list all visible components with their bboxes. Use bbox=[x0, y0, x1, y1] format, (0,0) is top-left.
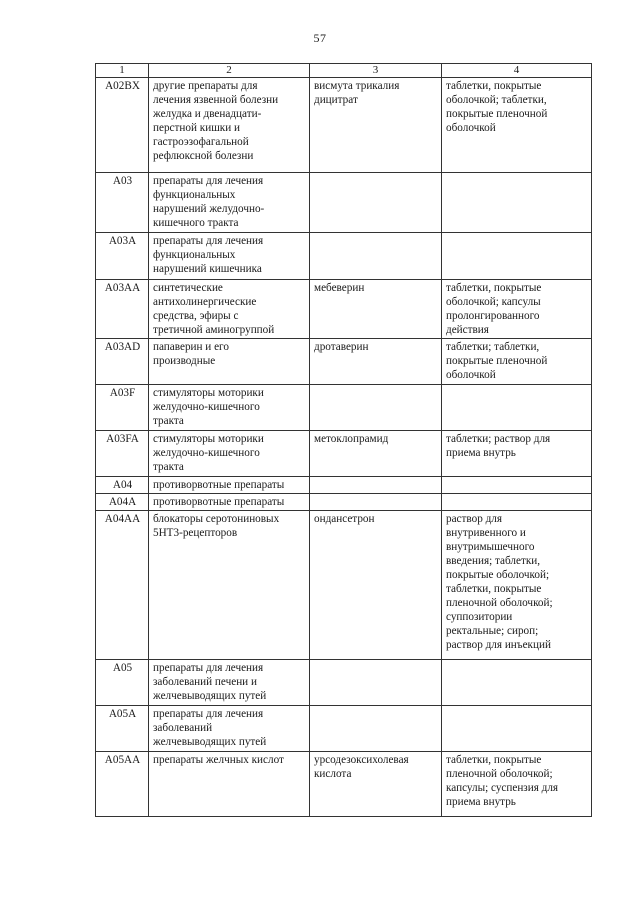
code-cell-text: A03A bbox=[108, 235, 137, 247]
group-cell-text: противорвотные препараты bbox=[153, 496, 285, 508]
table-row bbox=[96, 494, 592, 511]
group-cell bbox=[149, 752, 310, 817]
table-row bbox=[96, 385, 592, 431]
dosage-forms-cell bbox=[442, 431, 592, 477]
group-cell-text: стимуляторы моторики желудочно-кишечного тракта bbox=[153, 387, 264, 427]
group-cell-text: препараты желчных кислот bbox=[153, 754, 284, 766]
group-cell bbox=[149, 431, 310, 477]
group-cell-text: препараты для лечения заболеваний печени и желчевыводящих путей bbox=[153, 662, 267, 702]
inn-cell bbox=[310, 78, 442, 173]
group-cell bbox=[149, 78, 310, 173]
inn-cell bbox=[310, 660, 442, 706]
dosage-forms-cell-text: таблетки, покрытые оболочкой; капсулы пролонгированного действия bbox=[446, 282, 542, 336]
code-cell-text: A03AA bbox=[104, 282, 141, 294]
code-cell bbox=[96, 706, 149, 752]
dosage-forms-cell bbox=[442, 280, 592, 339]
table-row bbox=[96, 706, 592, 752]
group-cell bbox=[149, 494, 310, 511]
dosage-forms-cell-text: таблетки; таблетки, покрытые пленочной оболочкой bbox=[446, 341, 548, 381]
table-row bbox=[96, 660, 592, 706]
inn-cell bbox=[310, 280, 442, 339]
code-cell bbox=[96, 280, 149, 339]
code-cell-text: A03F bbox=[109, 387, 136, 399]
code-cell bbox=[96, 477, 149, 494]
dosage-forms-cell bbox=[442, 78, 592, 173]
code-cell-text: A04A bbox=[108, 496, 137, 508]
group-cell-text: синтетические антихолинергические средства, эфиры с третичной аминогруппой bbox=[153, 282, 275, 336]
column-header-3: 3 bbox=[310, 64, 442, 78]
dosage-forms-cell bbox=[442, 477, 592, 494]
code-cell-text: A04AA bbox=[104, 513, 141, 525]
group-cell-text: папаверин и его производные bbox=[153, 341, 229, 367]
table-row bbox=[96, 173, 592, 233]
group-cell-text: блокаторы серотониновых 5HT3-рецепторов bbox=[153, 513, 280, 539]
group-cell bbox=[149, 660, 310, 706]
group-cell bbox=[149, 280, 310, 339]
table-row bbox=[96, 752, 592, 817]
code-cell-text: A05AA bbox=[104, 754, 141, 766]
dosage-forms-cell-text: раствор для внутривенного и внутримышечного введения; таблетки, покрытые оболочкой; таблетки, покрытые пленочной оболочкой; суппозитории ректальные; сироп; раствор для инъекций bbox=[446, 513, 553, 651]
code-cell-text: A03 bbox=[112, 175, 133, 187]
inn-cell bbox=[310, 511, 442, 660]
dosage-forms-cell bbox=[442, 385, 592, 431]
code-cell-text: A05 bbox=[112, 662, 133, 674]
code-cell bbox=[96, 660, 149, 706]
code-cell bbox=[96, 233, 149, 280]
page-number: 57 bbox=[313, 31, 327, 45]
code-cell bbox=[96, 494, 149, 511]
code-cell-text: A02BX bbox=[105, 80, 140, 92]
dosage-forms-cell-text: таблетки, покрытые пленочной оболочкой; капсулы; суспензия для приема внутрь bbox=[446, 754, 559, 808]
dosage-forms-cell bbox=[442, 233, 592, 280]
inn-cell bbox=[310, 233, 442, 280]
group-cell-text: противорвотные препараты bbox=[153, 479, 285, 491]
drug-table bbox=[95, 63, 592, 817]
group-cell bbox=[149, 173, 310, 233]
dosage-forms-cell-text: таблетки, покрытые оболочкой; таблетки, покрытые пленочной оболочкой bbox=[446, 80, 548, 134]
dosage-forms-cell-text: таблетки; раствор для приема внутрь bbox=[446, 433, 551, 459]
group-cell bbox=[149, 385, 310, 431]
table-row bbox=[96, 78, 592, 173]
table-row bbox=[96, 233, 592, 280]
inn-cell-text: дротаверин bbox=[314, 341, 369, 353]
code-cell-text: A03AD bbox=[104, 341, 141, 353]
group-cell bbox=[149, 339, 310, 385]
table-row bbox=[96, 280, 592, 339]
table-row bbox=[96, 339, 592, 385]
code-cell-text: A03FA bbox=[106, 433, 139, 445]
dosage-forms-cell bbox=[442, 752, 592, 817]
group-cell bbox=[149, 706, 310, 752]
group-cell-text: другие препараты для лечения язвенной болезни желудка и двенадцати- перстной кишки и гастроэзофагальной рефлюксной болезни bbox=[153, 80, 279, 162]
group-cell-text: препараты для лечения функциональных нарушений желудочно- кишечного тракта bbox=[153, 175, 265, 229]
inn-cell-text: метоклопрамид bbox=[314, 433, 389, 445]
code-cell-text: A05A bbox=[108, 708, 137, 720]
inn-cell-text: висмута трикалия дицитрат bbox=[314, 80, 400, 106]
inn-cell bbox=[310, 431, 442, 477]
code-cell bbox=[96, 752, 149, 817]
group-cell-text: препараты для лечения функциональных нарушений кишечника bbox=[153, 235, 264, 275]
dosage-forms-cell bbox=[442, 706, 592, 752]
dosage-forms-cell bbox=[442, 660, 592, 706]
group-cell bbox=[149, 477, 310, 494]
dosage-forms-cell bbox=[442, 173, 592, 233]
header-row bbox=[96, 64, 592, 78]
group-cell bbox=[149, 233, 310, 280]
inn-cell-text: ондансетрон bbox=[314, 513, 375, 525]
code-cell bbox=[96, 78, 149, 173]
inn-cell bbox=[310, 494, 442, 511]
inn-cell bbox=[310, 173, 442, 233]
column-header-1: 1 bbox=[96, 64, 149, 78]
code-cell bbox=[96, 385, 149, 431]
dosage-forms-cell bbox=[442, 339, 592, 385]
code-cell bbox=[96, 173, 149, 233]
inn-cell-text: мебеверин bbox=[314, 282, 365, 294]
code-cell bbox=[96, 511, 149, 660]
code-cell bbox=[96, 339, 149, 385]
table-row bbox=[96, 477, 592, 494]
table-row bbox=[96, 511, 592, 660]
inn-cell bbox=[310, 385, 442, 431]
group-cell-text: стимуляторы моторики желудочно-кишечного тракта bbox=[153, 433, 264, 473]
inn-cell-text: урсодезоксихолевая кислота bbox=[314, 754, 409, 780]
inn-cell bbox=[310, 706, 442, 752]
inn-cell bbox=[310, 752, 442, 817]
column-header-4: 4 bbox=[442, 64, 592, 78]
dosage-forms-cell bbox=[442, 511, 592, 660]
dosage-forms-cell bbox=[442, 494, 592, 511]
group-cell-text: препараты для лечения заболеваний желчевыводящих путей bbox=[153, 708, 267, 748]
table-row bbox=[96, 431, 592, 477]
inn-cell bbox=[310, 477, 442, 494]
inn-cell bbox=[310, 339, 442, 385]
code-cell-text: A04 bbox=[112, 479, 133, 491]
code-cell bbox=[96, 431, 149, 477]
group-cell bbox=[149, 511, 310, 660]
column-header-2: 2 bbox=[149, 64, 310, 78]
